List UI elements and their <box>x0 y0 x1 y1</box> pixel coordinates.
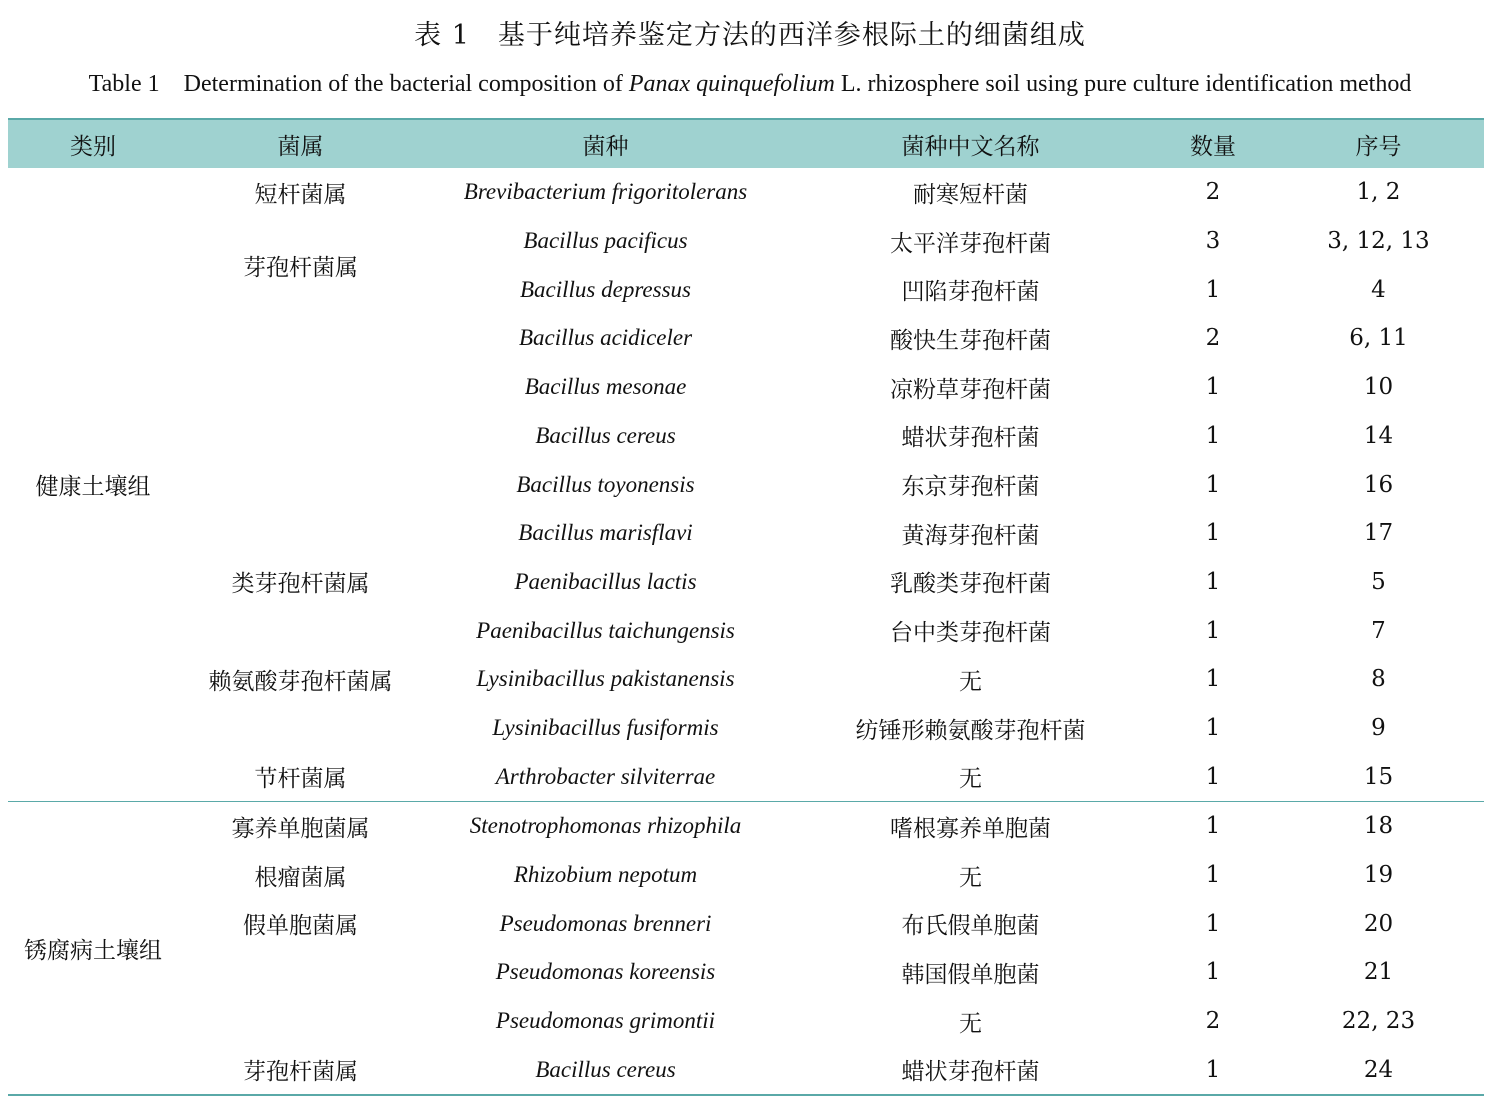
count-cell: 1 <box>1205 862 1221 889</box>
ids-cell: 22, 23 <box>1341 1008 1416 1035</box>
count-cell: 2 <box>1205 1008 1221 1035</box>
ids-cell: 20 <box>1363 910 1394 937</box>
species-cn-cell: 无 <box>959 1010 982 1037</box>
group-rust-rot-soil <box>8 801 1484 1094</box>
table-row <box>8 558 1484 607</box>
ids-cell: 8 <box>1371 666 1386 693</box>
species-cn-cell: 布氏假单胞菌 <box>901 913 1040 940</box>
ids-cell: 3, 12, 13 <box>1327 228 1430 255</box>
species-cell: Bacillus mesonae <box>524 374 687 400</box>
genus-cell: 假单胞菌属 <box>243 913 358 940</box>
table-row <box>8 948 1484 997</box>
table-row <box>8 460 1484 509</box>
header-category: 类别 <box>70 133 116 160</box>
header-ids: 序号 <box>1355 133 1402 160</box>
table-row <box>8 899 1484 948</box>
table-title-en <box>0 66 1500 102</box>
ids-cell: 14 <box>1363 422 1394 449</box>
ids-cell: 24 <box>1363 1056 1394 1083</box>
species-cn-cell: 蜡状芽孢杆菌 <box>901 1059 1040 1086</box>
genus-cell: 赖氨酸芽孢杆菌属 <box>208 668 393 695</box>
count-cell: 1 <box>1205 910 1221 937</box>
category-cell: 锈腐病土壤组 <box>24 937 162 964</box>
species-cell: Brevibacterium frigoritolerans <box>463 179 748 205</box>
header-genus: 菌属 <box>277 133 324 160</box>
table-title-en-italic: Panax quinquefolium <box>628 71 835 97</box>
species-cn-cell: 无 <box>959 864 982 891</box>
table-row <box>8 168 1484 217</box>
species-cn-cell: 嗜根寡养单胞菌 <box>890 815 1051 842</box>
count-cell: 1 <box>1205 471 1221 498</box>
species-cn-cell: 蜡状芽孢杆菌 <box>901 425 1040 452</box>
species-cell: Lysinibacillus pakistanensis <box>476 666 735 692</box>
species-cell: Stenotrophomonas rhizophila <box>469 813 742 839</box>
table-label-cn: 表 1 <box>414 20 470 51</box>
species-cell: Lysinibacillus fusiformis <box>492 715 719 741</box>
species-cn-cell: 乳酸类芽孢杆菌 <box>890 571 1051 598</box>
table-row <box>8 752 1484 801</box>
count-cell: 3 <box>1205 228 1221 255</box>
species-cell: Rhizobium nepotum <box>513 862 698 888</box>
table-title-cn <box>0 18 1500 54</box>
data-table <box>8 118 1484 1096</box>
ids-cell: 5 <box>1371 568 1386 595</box>
table-row <box>8 363 1484 412</box>
ids-cell: 10 <box>1363 374 1394 401</box>
species-cell: Pseudomonas brenneri <box>499 910 712 936</box>
table-row <box>8 802 1484 851</box>
count-cell: 1 <box>1205 715 1221 742</box>
table-row <box>8 655 1484 704</box>
genus-cell: 类芽孢杆菌属 <box>231 571 370 598</box>
species-cn-cell: 无 <box>959 668 982 695</box>
species-cn-cell: 纺锤形赖氨酸芽孢杆菌 <box>855 717 1086 744</box>
species-cn-cell: 无 <box>959 766 982 793</box>
genus-cell: 寡养单胞菌属 <box>231 815 370 842</box>
table-row <box>8 997 1484 1046</box>
count-cell: 1 <box>1205 276 1221 303</box>
genus-cell: 根瘤菌属 <box>254 864 347 891</box>
header-species-cn: 菌种中文名称 <box>901 133 1040 160</box>
count-cell: 1 <box>1205 959 1221 986</box>
ids-cell: 18 <box>1363 813 1394 840</box>
ids-cell: 6, 11 <box>1349 325 1408 352</box>
table-title-en-before: Determination of the bacterial composition of <box>183 71 629 97</box>
ids-cell: 17 <box>1363 520 1394 547</box>
category-cell: 健康土壤组 <box>35 474 151 501</box>
species-cell: Bacillus cereus <box>535 422 676 448</box>
count-cell: 1 <box>1205 374 1221 401</box>
table-title-en-after: L. rhizosphere soil using pure culture identification method <box>834 71 1412 97</box>
species-cell: Bacillus marisflavi <box>518 520 693 546</box>
ids-cell: 16 <box>1363 471 1394 498</box>
species-cn-cell: 凹陷芽孢杆菌 <box>901 279 1040 306</box>
species-cn-cell: 东京芽孢杆菌 <box>901 474 1040 501</box>
header-count: 数量 <box>1190 133 1236 160</box>
table-title-cn-text: 基于纯培养鉴定方法的西洋参根际土的细菌组成 <box>497 20 1086 51</box>
species-cell: Paenibacillus taichungensis <box>476 617 735 643</box>
species-cn-cell: 太平洋芽孢杆菌 <box>890 230 1051 257</box>
ids-cell: 7 <box>1371 617 1386 644</box>
table-row <box>8 412 1484 461</box>
ids-cell: 4 <box>1371 276 1386 303</box>
genus-cell: 芽孢杆菌属 <box>243 254 358 281</box>
table-row <box>8 509 1484 558</box>
count-cell: 1 <box>1205 568 1221 595</box>
species-cell: Bacillus acidiceler <box>518 325 693 351</box>
species-cell: Pseudomonas koreensis <box>495 959 716 985</box>
species-cn-cell: 凉粉草芽孢杆菌 <box>890 376 1051 403</box>
count-cell: 1 <box>1205 520 1221 547</box>
table-row <box>8 314 1484 363</box>
header-species: 菌种 <box>582 133 629 160</box>
table-header-row <box>8 120 1484 168</box>
count-cell: 1 <box>1205 813 1221 840</box>
ids-cell: 9 <box>1371 715 1386 742</box>
species-cn-cell: 酸快生芽孢杆菌 <box>890 327 1051 354</box>
count-cell: 1 <box>1205 422 1221 449</box>
count-cell: 1 <box>1205 1056 1221 1083</box>
species-cn-cell: 黄海芽孢杆菌 <box>901 522 1040 549</box>
species-cell: Bacillus depressus <box>520 276 691 302</box>
table-row <box>8 606 1484 655</box>
count-cell: 2 <box>1205 325 1221 352</box>
count-cell: 2 <box>1205 179 1221 206</box>
ids-cell: 15 <box>1363 763 1394 790</box>
count-cell: 1 <box>1205 763 1221 790</box>
ids-cell: 1, 2 <box>1356 179 1401 206</box>
table-row <box>8 704 1484 753</box>
group-healthy-soil <box>8 168 1484 801</box>
genus-cell: 芽孢杆菌属 <box>243 1059 358 1086</box>
ids-cell: 19 <box>1363 862 1394 889</box>
count-cell: 1 <box>1205 617 1221 644</box>
species-cn-cell: 台中类芽孢杆菌 <box>890 620 1051 647</box>
table-row <box>8 1046 1484 1095</box>
species-cell: Bacillus cereus <box>535 1056 676 1082</box>
species-cell: Bacillus pacificus <box>523 228 688 254</box>
species-cn-cell: 耐寒短杆菌 <box>913 181 1028 208</box>
genus-cell: 短杆菌属 <box>254 181 347 208</box>
table-label-en: Table 1 <box>88 71 160 97</box>
ids-cell: 21 <box>1363 959 1394 986</box>
species-cell: Arthrobacter silviterrae <box>495 763 716 789</box>
species-cell: Bacillus toyonensis <box>516 471 695 497</box>
count-cell: 1 <box>1205 666 1221 693</box>
species-cn-cell: 韩国假单胞菌 <box>901 961 1040 988</box>
species-cell: Pseudomonas grimontii <box>495 1008 716 1034</box>
table-row <box>8 851 1484 900</box>
table-row <box>8 217 1484 266</box>
species-cell: Paenibacillus lactis <box>514 568 697 594</box>
table-row <box>8 265 1484 314</box>
genus-cell: 节杆菌属 <box>254 766 347 793</box>
